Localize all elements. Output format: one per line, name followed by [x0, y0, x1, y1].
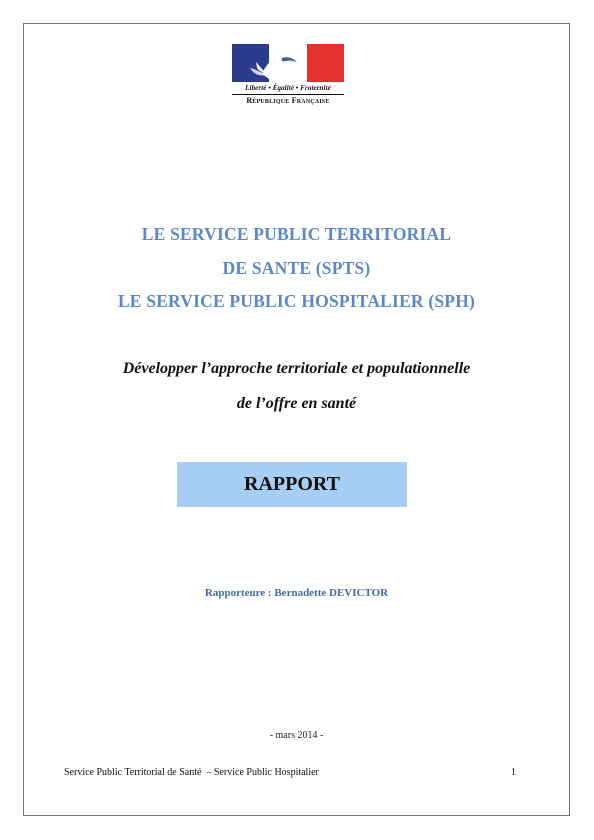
title-line-3: LE SERVICE PUBLIC HOSPITALIER (SPH)	[117, 291, 476, 311]
republique-francaise-label: République Française	[246, 96, 330, 105]
footer-text: Service Public Territorial de Santé – Service Public Hospitalier	[64, 767, 319, 778]
title-line-1: LE SERVICE PUBLIC TERRITORIAL	[141, 224, 452, 244]
subtitle-line-1: Développer l’approche territoriale et populationnelle	[122, 360, 471, 377]
report-date: - mars 2014 -	[269, 730, 324, 741]
report-label: RAPPORT	[244, 473, 340, 495]
report-banner	[177, 462, 407, 507]
rapporteur: Rapporteure : Bernadette DEVICTOR	[204, 587, 389, 599]
page-number: 1	[511, 767, 516, 778]
marianne-icon	[232, 44, 344, 82]
page-border	[23, 23, 570, 816]
subtitle-line-2: de l’offre en santé	[236, 395, 357, 412]
logo-divider	[232, 94, 344, 95]
motto: Liberté • Égalité • Fraternité	[245, 84, 331, 92]
title-line-2: DE SANTE (SPTS)	[222, 258, 371, 278]
